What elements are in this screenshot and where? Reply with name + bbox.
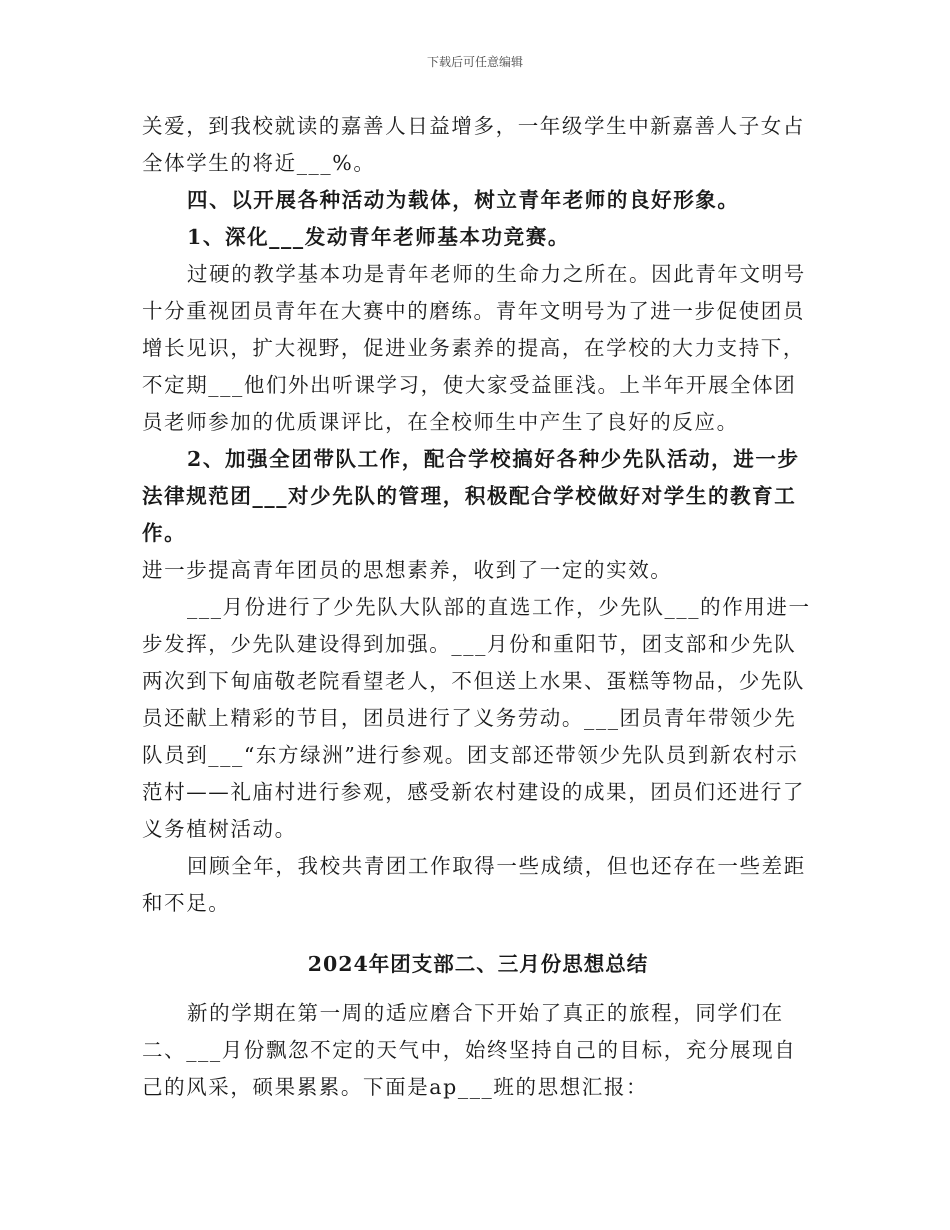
subsection-heading: 1、深化___发动青年老师基本功竞赛。 xyxy=(187,225,570,249)
document-title: 2024年团支部二、三月份思想总结 xyxy=(307,952,649,976)
document-body xyxy=(142,108,814,1106)
page-header: 下载后可任意编辑 xyxy=(426,55,523,69)
section-heading: 四、以开展各种活动为载体，树立青年老师的良好形象。 xyxy=(187,188,740,212)
paragraph: 关爱，到我校就读的嘉善人日益增多，一年级学生中新嘉善人子女占全体学生的将近___%。 xyxy=(142,114,805,175)
paragraph: 新的学期在第一周的适应磨合下开始了真正的旅程，同学们在二、___月份飘忽不定的天气中，始终坚持自己的目标，充分展现自己的风采，硕果累累。下面是ap___班的思想汇报： xyxy=(142,1001,797,1099)
paragraph: 回顾全年，我校共青团工作取得一些成绩，但也还存在一些差距和不足。 xyxy=(142,854,806,915)
paragraph: ___月份进行了少先队大队部的直选工作，少先队___的作用进一步发挥，少先队建设得到加强。___月份和重阳节，团支部和少先队两次到下甸庙敬老院看望老人，不但送上水果、蛋糕等物品，少先队员还献上精彩的节目，团员进行了义务劳动。___团员青年带领少先队员到___“东方绿洲”进行参观。团支部还带领少先队员到新农村示范村——礼庙村进行参观，感受新农村建设的成果，团员们还进行了义务植树活动。 xyxy=(142,595,811,841)
paragraph: 过硬的教学基本功是青年老师的生命力之所在。因此青年文明号十分重视团员青年在大赛中的磨练。青年文明号为了进一步促使团员增长见识，扩大视野，促进业务素养的提高，在学校的大力支持下，不定期___他们外出听课学习，使大家受益匪浅。上半年开展全体团员老师参加的优质课评比，在全校师生中产生了良好的反应。 xyxy=(142,262,806,434)
paragraph: 进一步提高青年团员的思想素养，收到了一定的实效。 xyxy=(142,558,673,582)
subsection-heading: 2、加强全团带队工作，配合学校搞好各种少先队活动，进一步法律规范团___对少先队的管理，积极配合学校做好对学生的教育工作。 xyxy=(142,447,800,545)
